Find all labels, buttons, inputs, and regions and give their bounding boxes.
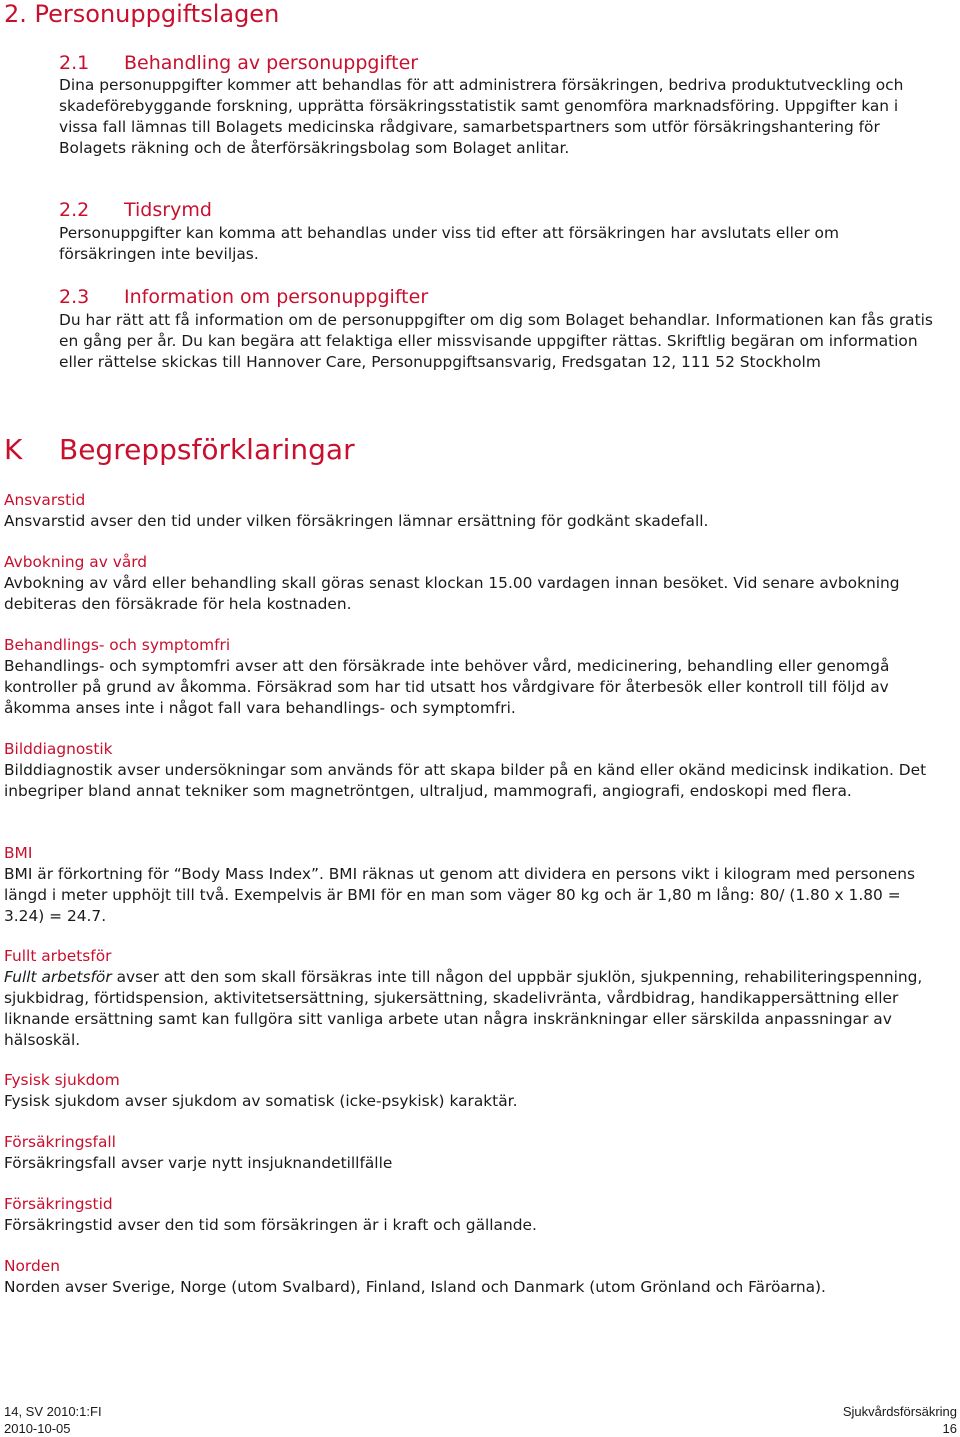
section-title: Behandling av personuppgifter: [124, 52, 419, 74]
section-letter: K: [4, 433, 23, 466]
section-2-3-heading: [59, 286, 428, 308]
definition-text: [4, 967, 939, 1051]
definition-text: Fysisk sjukdom avser sjukdom av somatisk (icke-psykisk) karaktär.: [4, 1092, 518, 1110]
definition-item: [4, 843, 939, 927]
definition-term: Behandlings- och symptomfri: [4, 636, 231, 654]
definition-item: [4, 1256, 939, 1298]
section-2-2-heading: [59, 199, 212, 221]
section-k-heading: [4, 433, 355, 466]
document-date: 2010-10-05: [4, 1421, 71, 1436]
definition-item: [4, 1070, 939, 1112]
page-number: 16: [942, 1421, 957, 1436]
definition-item: [4, 1132, 939, 1174]
definition-text: Behandlings- och symptomfri avser att den försäkrade inte behöver vård, medicinering, behandling eller genomgå kontroller på grund av åkomma. Försäkrad som har tid utsatt hos vårdgivare för återbesök eller kontroll till följd av åkomma anses inte i något fall vara behandlings- och symptomfri.: [4, 657, 890, 717]
section-2-3-text: Du har rätt att få information om de personuppgifter om dig som Bolaget behandlar. Informationen kan fås gratis en gång per år. Du kan begära att felaktiga eller missvisande uppgifter rättas. Skriftlig begäran om information eller rättelse skickas till Hannover Care, Personuppgiftsansvarig, Fredsgatan 12, 111 52 Stockholm: [59, 311, 933, 371]
definition-item: [4, 1194, 939, 1236]
section-2-title: 2. Personuppgiftslagen: [4, 0, 280, 28]
definition-term: Ansvarstid: [4, 491, 86, 509]
section-title: Begreppsförklaringar: [59, 433, 355, 466]
section-title: Information om personuppgifter: [124, 286, 429, 308]
definition-text: Försäkringsfall avser varje nytt insjuknandetillfälle: [4, 1154, 393, 1172]
section-number: 2.2: [59, 199, 90, 221]
section-2-1-text: Dina personuppgifter kommer att behandlas för att administrera försäkringen, bedriva produktutveckling och skadeförebyggande forskning, upprätta försäkringsstatistik samt genomföra marknadsföring. Uppgifter kan i vissa fall lämnas till Bolagets medicinska rådgivare, samarbetspartners som utför försäkringshantering för Bolagets räkning och de återförsäkringsbolag som Bolaget anlitar.: [59, 76, 904, 157]
definition-text: Norden avser Sverige, Norge (utom Svalbard), Finland, Island och Danmark (utom Grönland och Färöarna).: [4, 1278, 826, 1296]
footer-left: [4, 1403, 102, 1437]
footer-right: [843, 1403, 957, 1437]
definition-item: [4, 490, 939, 532]
section-number: 2.1: [59, 52, 90, 74]
section-title: Tidsrymd: [124, 199, 212, 221]
definition-text: Försäkringstid avser den tid som försäkringen är i kraft och gällande.: [4, 1216, 537, 1234]
definition-item: [4, 739, 939, 802]
section-2-1-heading: [59, 52, 418, 74]
definition-text: Bilddiagnostik avser undersökningar som används för att skapa bilder på en känd eller okänd medicinsk indikation. Det inbegriper bland annat tekniker som magnetröntgen, ultraljud, mammografi, angiografi, endoskopi med flera.: [4, 761, 927, 800]
definition-term: Försäkringstid: [4, 1195, 113, 1213]
definition-item: [4, 946, 939, 1051]
section-2-2-text: Personuppgifter kan komma att behandlas under viss tid efter att försäkringen har avslutats eller om försäkringen inte beviljas.: [59, 224, 839, 263]
document-code: 14, SV 2010:1:FI: [4, 1404, 102, 1419]
definition-text: BMI är förkortning för “Body Mass Index”. BMI räknas ut genom att dividera en persons vikt i kilogram med personens längd i meter upphöjt till två. Exempelvis är BMI för en man som väger 80 kg och är 1,80 m lång: 80/ (1.80 x 1.80 = 3.24) = 24.7.: [4, 865, 916, 925]
definition-term: BMI: [4, 844, 33, 862]
definition-term: Försäkringsfall: [4, 1133, 116, 1151]
definition-text: Avbokning av vård eller behandling skall göras senast klockan 15.00 vardagen innan besöket. Vid senare avbokning debiteras den försäkrade för hela kostnaden.: [4, 574, 900, 613]
definition-emphasis: Fullt arbetsför: [4, 968, 112, 986]
product-name: Sjukvårdsförsäkring: [842, 1404, 957, 1419]
definition-item: [4, 552, 939, 615]
definition-item: [4, 635, 939, 719]
definition-term: Bilddiagnostik: [4, 740, 113, 758]
definition-term: Fysisk sjukdom: [4, 1071, 120, 1089]
definition-term: Avbokning av vård: [4, 553, 148, 571]
definition-rest: avser att den som skall försäkras inte till någon del uppbär sjuklön, sjukpenning, rehabiliteringspenning, sjukbidrag, förtidspension, aktivitetsersättning, sjukersättning, skadelivränta, vårdbidrag, handikappersättning eller liknande ersättning samt kan fullgöra sitt vanliga arbete utan några inskränkningar eller särskilda anpassningar av hälsoskäl.: [4, 968, 923, 1049]
section-number: 2.3: [59, 286, 90, 308]
definition-term: Fullt arbetsför: [4, 947, 112, 965]
definition-term: Norden: [4, 1257, 60, 1275]
definition-text: Ansvarstid avser den tid under vilken försäkringen lämnar ersättning för godkänt skadefall.: [4, 512, 709, 530]
